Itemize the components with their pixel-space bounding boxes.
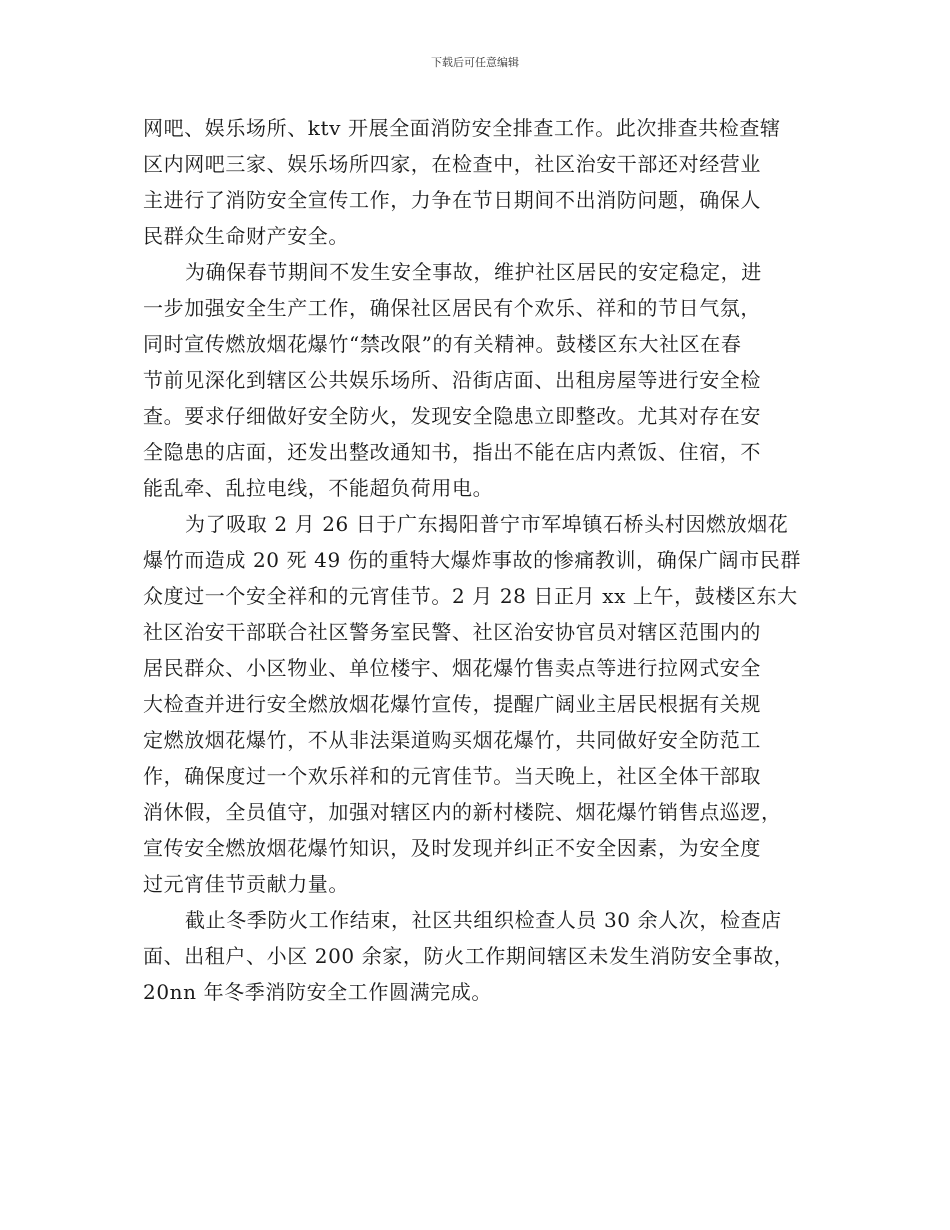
paragraph-line: 全隐患的店面，还发出整改通知书，指出不能在店内煮饭、住宿，不 <box>143 440 761 464</box>
paragraph <box>143 110 808 254</box>
paragraph-line: 面、出租户、小区 200 余家，防火工作期间辖区未发生消防安全事故， <box>143 944 795 968</box>
paragraph-line: 节前见深化到辖区公共娱乐场所、沿街店面、出租房屋等进行安全检 <box>143 368 761 392</box>
paragraph-line: 大检查并进行安全燃放烟花爆竹宣传，提醒广阔业主居民根据有关规 <box>143 692 761 716</box>
document-body <box>143 110 808 1010</box>
paragraph-line: 定燃放烟花爆竹，不从非法渠道购买烟花爆竹，共同做好安全防范工 <box>143 728 761 752</box>
paragraph-line: 为确保春节期间不发生安全事故，维护社区居民的安定稳定，进 <box>185 260 762 284</box>
paragraph-line: 消休假，全员值守，加强对辖区内的新村楼院、烟花爆竹销售点巡逻， <box>143 800 782 824</box>
paragraph-line: 社区治安干部联合社区警务室民警、社区治安协官员对辖区范围内的 <box>143 620 761 644</box>
paragraph-line: 区内网吧三家、娱乐场所四家，在检查中，社区治安干部还对经营业 <box>143 152 761 176</box>
paragraph <box>143 506 808 902</box>
paragraph-line: 为了吸取 2 月 26 日于广东揭阳普宁市军埠镇石桥头村因燃放烟花 <box>185 512 789 536</box>
paragraph-line: 截止冬季防火工作结束，社区共组织检查人员 30 余人次，检查店 <box>185 908 782 932</box>
paragraph-line: 网吧、娱乐场所、ktv 开展全面消防安全排查工作。此次排查共检查辖 <box>143 116 781 140</box>
paragraph-line: 过元宵佳节贡献力量。 <box>143 872 349 896</box>
paragraph <box>143 254 808 506</box>
paragraph-line: 民群众生命财产安全。 <box>143 224 349 248</box>
page-header: 下载后可任意编辑 <box>431 56 519 69</box>
paragraph-line: 众度过一个安全祥和的元宵佳节。2 月 28 日正月 xx 上午，鼓楼区东大 <box>143 584 798 608</box>
paragraph-line: 主进行了消防安全宣传工作，力争在节日期间不出消防问题，确保人 <box>143 188 761 212</box>
paragraph-line: 查。要求仔细做好安全防火，发现安全隐患立即整改。尤其对存在安 <box>143 404 761 428</box>
paragraph-line: 作，确保度过一个欢乐祥和的元宵佳节。当天晚上，社区全体干部取 <box>143 764 761 788</box>
paragraph-line: 20nn 年冬季消防安全工作圆满完成。 <box>143 980 492 1004</box>
paragraph-line: 能乱牵、乱拉电线，不能超负荷用电。 <box>143 476 494 500</box>
paragraph-line: 爆竹而造成 20 死 49 伤的重特大爆炸事故的惨痛教训，确保广阔市民群 <box>143 548 801 572</box>
paragraph-line: 同时宣传燃放烟花爆竹“禁改限”的有关精神。鼓楼区东大社区在春 <box>143 332 742 356</box>
paragraph-line: 一步加强安全生产工作，确保社区居民有个欢乐、祥和的节日气氛， <box>143 296 761 320</box>
paragraph-line: 宣传安全燃放烟花爆竹知识，及时发现并纠正不安全因素，为安全度 <box>143 836 761 860</box>
paragraph <box>143 902 808 1010</box>
paragraph-line: 居民群众、小区物业、单位楼宇、烟花爆竹售卖点等进行拉网式安全 <box>143 656 761 680</box>
